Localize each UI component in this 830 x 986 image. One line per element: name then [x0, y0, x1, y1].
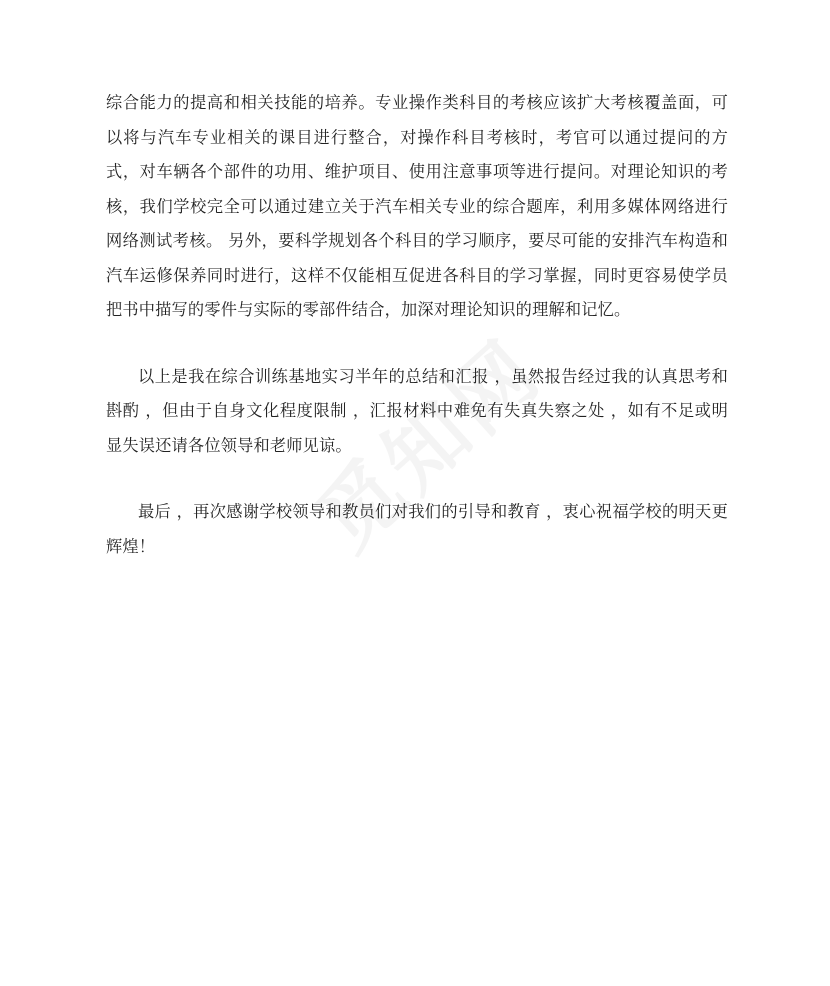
- paragraph-1: 综合能力的提高和相关技能的培养。专业操作类科目的考核应该扩大考核覆盖面，可以将与汽车专业相关的课目进行整合，对操作科目考核时，考官可以通过提问的方式，对车辆各个部件的功用、维护项目、使用注意事项等进行提问。对理论知识的考核，我们学校完全可以通过建立关于汽车相关专业的综合题库，利用多媒体网络进行网络测试考核。 另外，要科学规划各个科目的学习顺序，要尽可能的安排汽车构造和汽车运修保养同时进行，这样不仅能相互促进各科目的学习掌握，同时更容易使学员把书中描写的零件与实际的零部件结合，加深对理论知识的理解和记忆。: [106, 93, 728, 319]
- paragraph-2: 以上是我在综合训练基地实习半年的总结和汇报 ，虽然报告经过我的认真思考和斟酌 ，但由于自身文化程度限制 ，汇报材料中难免有失真失察之处 ，如有不足或明显失误还请各位领导和老师见谅。: [106, 366, 728, 455]
- document-body: [106, 86, 728, 564]
- paragraph-3: 最后 ，再次感谢学校领导和教员们对我们的引导和教育 ，衷心祝福学校的明天更辉煌！: [106, 502, 728, 556]
